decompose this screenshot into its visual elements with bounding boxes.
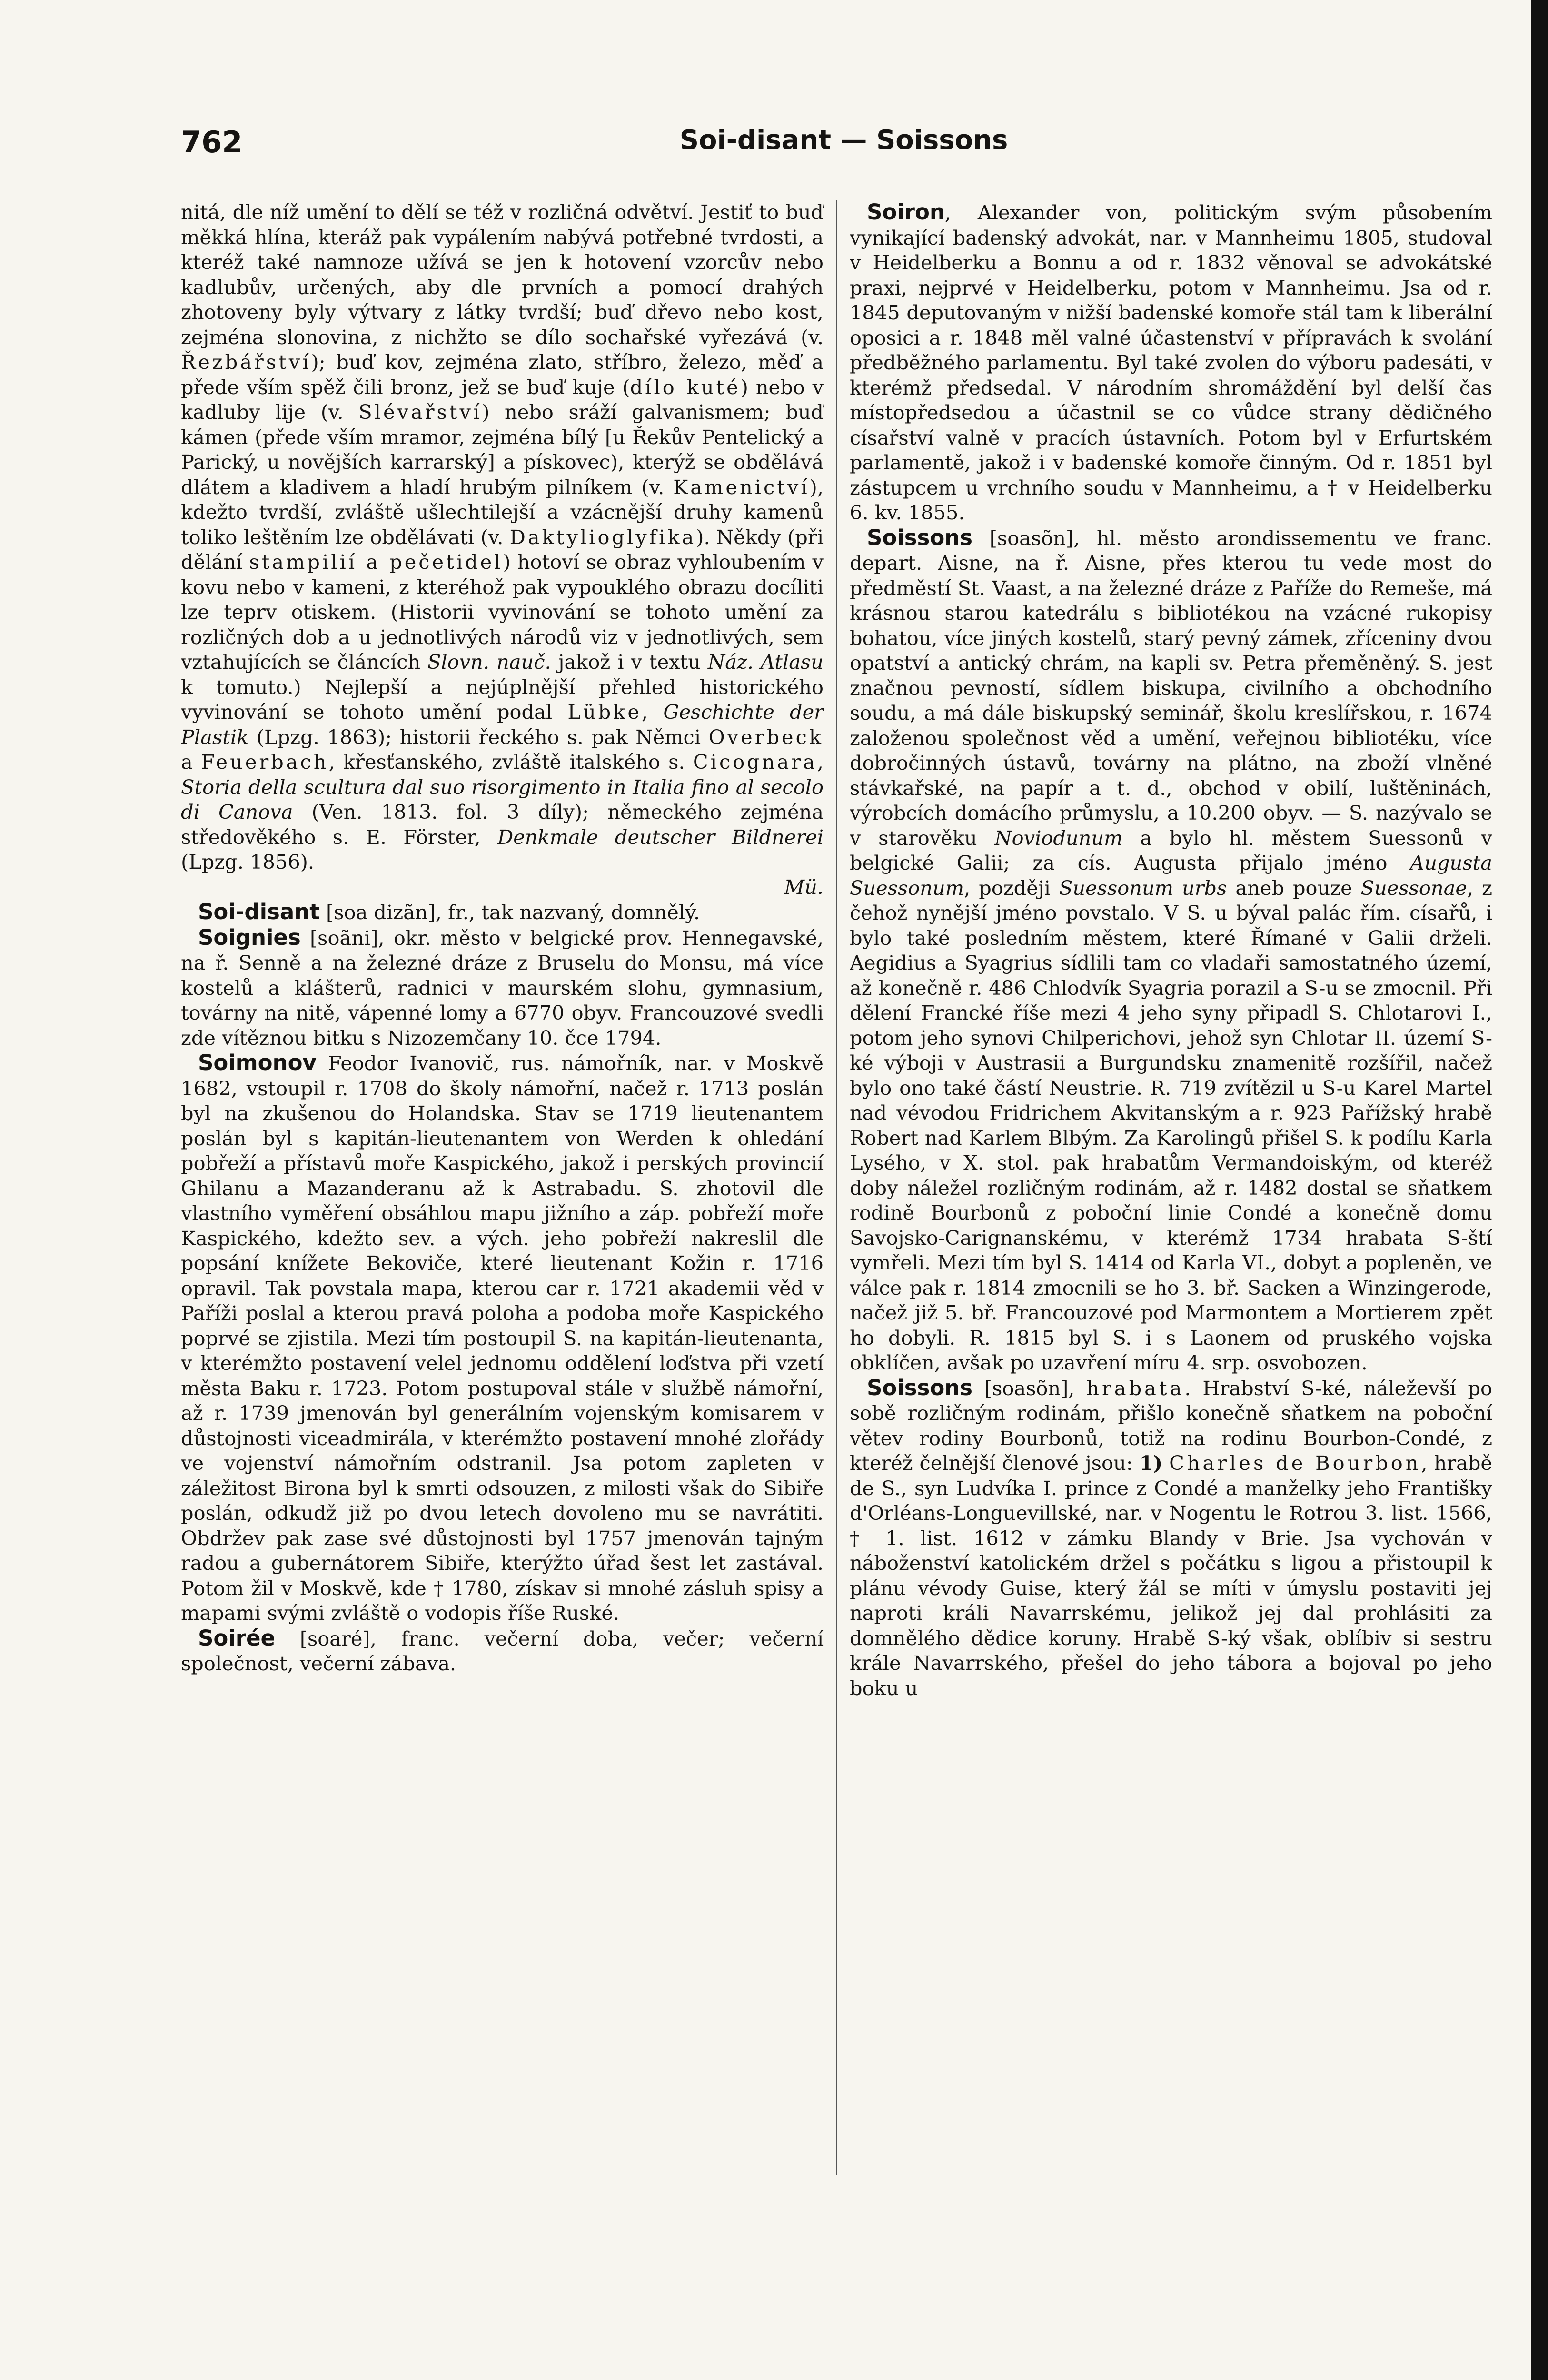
italic-title: Náz. Atlasu [707,650,824,674]
entry-headword: Soi-disant [198,899,320,924]
entry-headword: Soissons [867,1375,973,1400]
italic-title: Storia della scultura dal suo risorgimento in Italia fino al secolo di Canova [181,775,824,823]
author-signature: Mü. [784,875,824,899]
cross-reference: hrabata [1086,1376,1185,1400]
cross-reference: dílo kuté [630,375,741,399]
italic-name: Noviodunum [994,826,1123,850]
cross-reference: Řezbářství [181,350,311,374]
left-column [181,200,824,2380]
italic-title: Slovn. nauč. [427,650,551,674]
entry-soimonov: Soimonov Feodor Ivanovič, rus. námořník, nar. v Moskvě 1682, vstoupil r. 1708 do školy námořní, načež r. 1713 poslán byl na zkušenou do Holandska. Stav se 1719 lieutenantem poslán byl s kapitán-lieutenantem von Werden k ohledání pobřeží a přístavů moře Kaspického, jakož i perských provincií Ghilanu a Mazanderanu až k Astrabadu. S. zhotovil dle vlastního vyměření obsáhlou mapu jižního a záp. pobřeží moře Kaspického, kdežto sev. a vých. jeho pobřeží nakreslil dle popsání knížete Bekoviče, které lieutenant Kožin r. 1716 opravil. Tak povstala mapa, kterou car r. 1721 akademii věd v Paříži poslal a kterou pravá poloha a podoba moře Kaspického poprvé se zjistila. Mezi tím postoupil S. na kapitán-lieutenanta, v kterémžto postavení velel jednomu oddělení loďstva při vzetí města Baku r. 1723. Potom postupoval stále v službě námořní, až r. 1739 jmenován byl generálním vojenským komisarem v důstojnosti viceadmirála, v kterémžto postavení mnohé zlořády ve vojenství námořním odstranil. Jsa potom zapleten v záležitost Birona byl k smrti odsouzen, z milosti však do Sibiře poslán, odkudž již po dvou letech dovoleno mu se navrátiti. Obdržev pak zase své důstojnosti byl 1757 jmenován tajným radou a gubernátorem Sibiře, kterýžto úřad šest let zastával. Potom žil v Moskvě, kde † 1780, získav si mnohé zásluh spisy a mapami svými zvláště o vodopis říše Ruské. [181,1050,824,1625]
entry-soi-disant: Soi-disant [soa dizãn], fr., tak nazvaný, domnělý. [198,899,700,924]
entry-headword: Soiron [867,200,945,225]
italic-name: Suessonum urbs [1059,876,1227,900]
cross-reference: Kamenictví [673,475,810,499]
entry-headword: Soimonov [198,1050,317,1075]
cross-reference: Feuerbach [201,750,329,774]
cross-reference: Cicognara [693,750,817,774]
entry-soiron: Soiron, Alexander von, politickým svým působením vynikající badenský advokát, nar. v Mannheimu 1805, studoval v Heidelberku a Bonnu a od r. 1832 věnoval se advokátské praxi, nejprvé v Heidelberku, potom v Mannheimu. Jsa od r. 1845 deputovaným v nižší badenské komoře stál tam k liberální oposici a r. 1848 měl valné účastenství v přípravách k svolání předběžného parlamentu. Byl také zvolen do výboru padesáti, v kterémž předsedal. V národním shromáždění byl delší čas místopředsedou a účastnil se co vůdce strany dědičného císařství valně v pracích ústavních. Potom byl v Erfurtském parlamentě, jakož i v badenské komoře činným. Od r. 1851 byl zástupcem u vrchního soudu v Mannheimu, a † v Heidelberku 6. kv. 1855. [850,200,1492,524]
list-number: 1) [1139,1451,1163,1475]
scan-edge [1531,0,1548,2380]
cross-reference: stampilií a pečetidel [249,550,503,574]
cross-reference: Overbeck [708,725,824,749]
right-column [850,200,1492,2380]
italic-name: Suessonae [1360,876,1467,900]
running-title: Soi-disant — Soissons [679,125,1008,156]
page-header [181,125,1507,168]
cross-reference: Lübke [567,700,642,724]
entry-headword: Soissons [867,525,973,550]
italic-name: Augusta Suessonum [850,851,1492,900]
entry-soignies: Soignies [soãni], okr. město v belgické prov. Hennegavské, na ř. Senně a na železné dráze z Bruselu do Monsu, má více kostelů a klášterů, radnici v maurském slohu, gymnasium, továrny na nitě, vápenné lomy a 6770 obyv. Francouzové svedli zde vítěznou bitku s Nizozemčany 10. čce 1794. [181,924,824,1050]
cross-reference: Daktylioglyfika [509,525,696,549]
entry-soiree: Soirée [soaré], franc. večerní doba, večer; večerní společnost, večerní zábava. [181,1625,824,1675]
entry-headword: Soirée [198,1625,275,1651]
page-number: 762 [181,125,243,159]
italic-title: Denkmale deutscher Bildnerei [497,825,824,849]
sculpture-continuation: nitá, dle níž umění to dělí se též v rozličná odvětví. Jestiť to buď měkká hlína, kteráž pak vypálením nabývá potřebné tvrdosti, a kteréž také namnoze užívá se jen k hotovení vzorcův nebo kadlubův, určených, aby dle prvních a pomocí drahých zhotoveny byly výtvary z látky tvrdší; buď dřevo nebo kost, zejména slonovina, z nichžto se dílo sochařské vyřezává (v. Řezbářství); buď kov, zejména zlato, stříbro, železo, měď a přede vším spěž čili bronz, jež se buď kuje (dílo kuté) nebo v kadluby lije (v. Slévařství) nebo sráží galvanismem; buď kámen (přede vším mramor, zejména bílý [u Řekův Pentelický a Parický, u novějších karrarský] a pískovec), kterýž se obdělává dlátem a kladivem a hladí hrubým pilníkem (v. Kamenictví), kdežto tvrdší, zvláště ušlechtilejší a vzácnější druhy kamenů toliko leštěním lze obdělávati (v. Daktylioglyfika). Někdy (při dělání stampilií a pečetidel) hotoví se obraz vyhloubením v kovu nebo v kameni, z kteréhož pak vypouklého obrazu docíliti lze teprv otiskem. (Historii vyvinování se tohoto umění za rozličných dob a u jednotlivých národů viz v jednotlivých, sem vztahujících se článcích Slovn. nauč. jakož i v textu Náz. Atlasu k tomuto.) Nejlepší a nejúplnější přehled historického vyvinování se tohoto umění podal Lübke, Geschichte der Plastik (Lpzg. 1863); historii řeckého s. pak Němci Overbeck a Feuerbach, křesťanského, zvláště italského s. Cicognara, Storia della scultura dal suo risorgimento in Italia fino al secolo di Canova (Ven. 1813. fol. 3 díly); německého zejména středověkého s. E. Förster, Denkmale deutscher Bildnerei (Lpzg. 1856). [181,200,824,873]
cross-reference: Slévařství [358,400,482,424]
column-divider [836,200,837,2175]
entry-soissons-city: Soissons [soasõn], hl. město arondissementu ve franc. depart. Aisne, na ř. Aisne, přes kterou tu vede most do předměstí St. Vaast, a na železné dráze z Paříže do Remeše, má krásnou starou katedrálu s bibliotékou na vzácné rukopisy bohatou, více jiných kostelů, starý pevný zámek, zříceniny dvou opatství a antický chrám, na kapli sv. Petra přeměněný. S. jest značnou pevností, sídlem biskupa, civilního a obchodního soudu, a má dále biskupský seminář, školu kreslířskou, r. 1674 založenou společnost věd a umění, veřejnou bibliotéku, více dobročinných ústavů, továrny na plátno, na zboží vlněné stávkařské, na papír a t. d., obchod v obilí, luštěninách, výrobcích domácího průmyslu, a 10.200 obyv. — S. nazývalo se v starověku Noviodunum a bylo hl. městem Suessonů v belgické Galii; za cís. Augusta přijalo jméno Augusta Suessonum, později Suessonum urbs aneb pouze Suessonae, z čehož nynější jméno povstalo. V S. u býval palác řím. císařů, i bylo také posledním městem, které Římané v Galii drželi. Aegidius a Syagrius sídlili tam co vladaři samostatného území, až konečně r. 486 Chlodvík Syagria porazil a S-u se zmocnil. Při dělení Francké říše mezi 4 jeho syny připadl S. Chlotarovi I., potom jeho synovi Chilperichovi, jehož syn Chlotar II. území S-ké výboji v Austrasii a Burgundsku znamenitě rozšířil, načež bylo ono také částí Neustrie. R. 719 zvítězil u S-u Karel Martel nad vévodou Fridrichem Akvitanským a r. 923 Pařížský hrabě Robert nad Karlem Blbým. Za Karolingů přišel S. k podílu Karla Lysého, v X. stol. pak hrabatům Vermandoiským, od kteréž doby náležel rozličným rodinám, až r. 1482 dostal se sňatkem rodině Bourbonů z poboční linie Condé a konečně domu Savojsko-Carignanskému, v kterémž 1734 hrabata S-ští vymřeli. Mezi tím byl S. 1414 od Karla VI., dobyt a popleněn, ve válce pak r. 1814 zmocnili se ho 3. bř. Sacken a Winzingerode, načež již 5. bř. Francouzové pod Marmontem a Mortierem zpět ho dobyli. R. 1815 byl S. i s Laonem od pruského vojska obklíčen, avšak po uzavření míru 4. srp. osvobozen. [850,525,1492,1374]
italic-title: Geschichte der Plastik [181,700,824,749]
person-name: Charles de Bourbon [1169,1451,1421,1475]
entry-headword: Soignies [198,924,301,950]
entry-soissons-counts: Soissons [soasõn], hrabata. Hrabství S-ké, náleževší po sobě rozličným rodinám, přišlo konečně sňatkem na poboční větev rodiny Bourbonů, totiž na rodinu Bourbon-Condé, z kteréž čelnější členové jsou: 1) Charles de Bourbon, hrabě de S., syn Ludvíka I. prince z Condé a manželky jeho Františky d'Orléans-Longuevillské, nar. v Nogentu le Rotrou 3. list. 1566, † 1. list. 1612 v zámku Blandy v Brie. Jsa vychován v náboženství katolickém držel s počátku s ligou a přistoupil k plánu vévody Guise, který žál se míti v úmyslu postaviti jej naproti králi Navarrskému, jelikož jej dal prohlásiti za domnělého dědice koruny. Hrabě S-ký však, oblíbiv si sestru krále Navarrského, přešel do jeho tábora a bojoval po jeho boku u [850,1375,1492,1700]
